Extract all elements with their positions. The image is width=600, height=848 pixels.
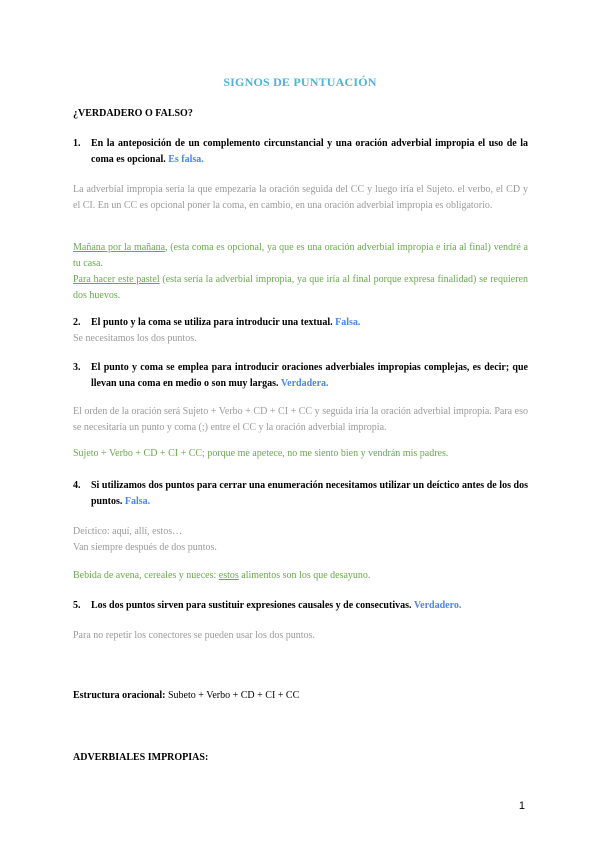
structure-value: Subeto + Verbo + CD + CI + CC bbox=[165, 690, 300, 701]
question-answer: Falsa. bbox=[335, 317, 361, 328]
question-number: 1. bbox=[73, 138, 81, 149]
section-heading: ¿VERDADERO O FALSO? bbox=[73, 108, 193, 119]
question-answer: Es falsa. bbox=[168, 154, 204, 165]
question-answer: Verdadera. bbox=[280, 378, 329, 389]
question-answer: Falsa. bbox=[124, 496, 151, 507]
page-number: 1 bbox=[518, 800, 525, 812]
question-text: En la anteposición de un complemento circunstancial y una oración adverbial impropia el uso de la coma es opcional. bbox=[91, 138, 528, 165]
note-4-line-2: Van siempre después de dos puntos. bbox=[73, 542, 217, 553]
note-3-example: Sujeto + Verbo + CD + CI + CC; porque me apetece, no me siento bien y vendrán mis padres. bbox=[73, 448, 449, 459]
example-text: Bebida de avena, cereales y nueces: bbox=[73, 570, 219, 581]
question-text: El punto y coma se emplea para introducir oraciones adverbiales impropias complejas, es decir; que llevan una coma en medio o son muy largas. bbox=[91, 362, 528, 389]
question-text: Si utilizamos dos puntos para cerrar una enumeración necesitamos utilizar un deíctico antes de los dos puntos. bbox=[91, 480, 528, 507]
note-4-example bbox=[73, 568, 528, 584]
question-5 bbox=[73, 598, 528, 614]
page-title: SIGNOS DE PUNTUACIÓN bbox=[223, 75, 377, 89]
adverbiales-heading: ADVERBIALES IMPROPIAS: bbox=[73, 752, 209, 763]
question-number: 3. bbox=[73, 362, 81, 373]
example-text: alimentos son los que desayuno. bbox=[238, 570, 371, 581]
note-3-explanation: El orden de la oración será Sujeto + Verbo + CD + CI + CC y seguida iría la oración adverbial impropia. Para eso se necesitaría un punto y coma (;) entre el CC y la oración adverbial impropia. bbox=[73, 406, 528, 433]
question-answer: Verdadero. bbox=[413, 600, 462, 611]
question-number: 2. bbox=[73, 317, 81, 328]
underlined-phrase: Para hacer este pastel bbox=[73, 274, 160, 285]
question-number: 4. bbox=[73, 480, 81, 491]
note-2-explanation: Se necesitamos los dos puntos. bbox=[73, 333, 197, 344]
question-number: 5. bbox=[73, 600, 81, 611]
question-4 bbox=[73, 478, 528, 510]
question-text: El punto y la coma se utiliza para introducir una textual. bbox=[91, 317, 333, 328]
underlined-phrase: Mañana por la mañana bbox=[73, 242, 166, 253]
structure-label: Estructura oracional: bbox=[73, 690, 166, 701]
example-text: , (esta coma es opcional, ya que es una oración adverbial impropia e iría al final) vendré a tu casa. bbox=[73, 242, 528, 269]
question-1 bbox=[73, 136, 528, 168]
note-1-example-b bbox=[73, 272, 528, 304]
underlined-word: estos bbox=[218, 570, 239, 581]
question-2 bbox=[73, 315, 528, 331]
question-text: Los dos puntos sirven para sustituir expresiones causales y de consecutivas. bbox=[91, 600, 412, 611]
note-4-line-1: Deíctico: aquí, allí, estos… bbox=[73, 526, 183, 537]
note-1-example-a bbox=[73, 240, 528, 272]
question-3 bbox=[73, 360, 528, 392]
note-5-explanation: Para no repetir los conectores se pueden usar los dos puntos. bbox=[73, 630, 315, 641]
note-1-explanation: La adverbial impropia sería la que empezaría la oración seguida del CC y luego iría el Sujeto. el verbo, el CD y el CI. En un CC es opcional poner la coma, en cambio, en una oración adverbial impropia es obligatorio. bbox=[73, 184, 528, 211]
example-text: (esta sería la adverbial impropia, ya que iría al final porque expresa finalidad) se requieren dos huevos. bbox=[73, 274, 528, 301]
structure-line bbox=[73, 688, 528, 704]
